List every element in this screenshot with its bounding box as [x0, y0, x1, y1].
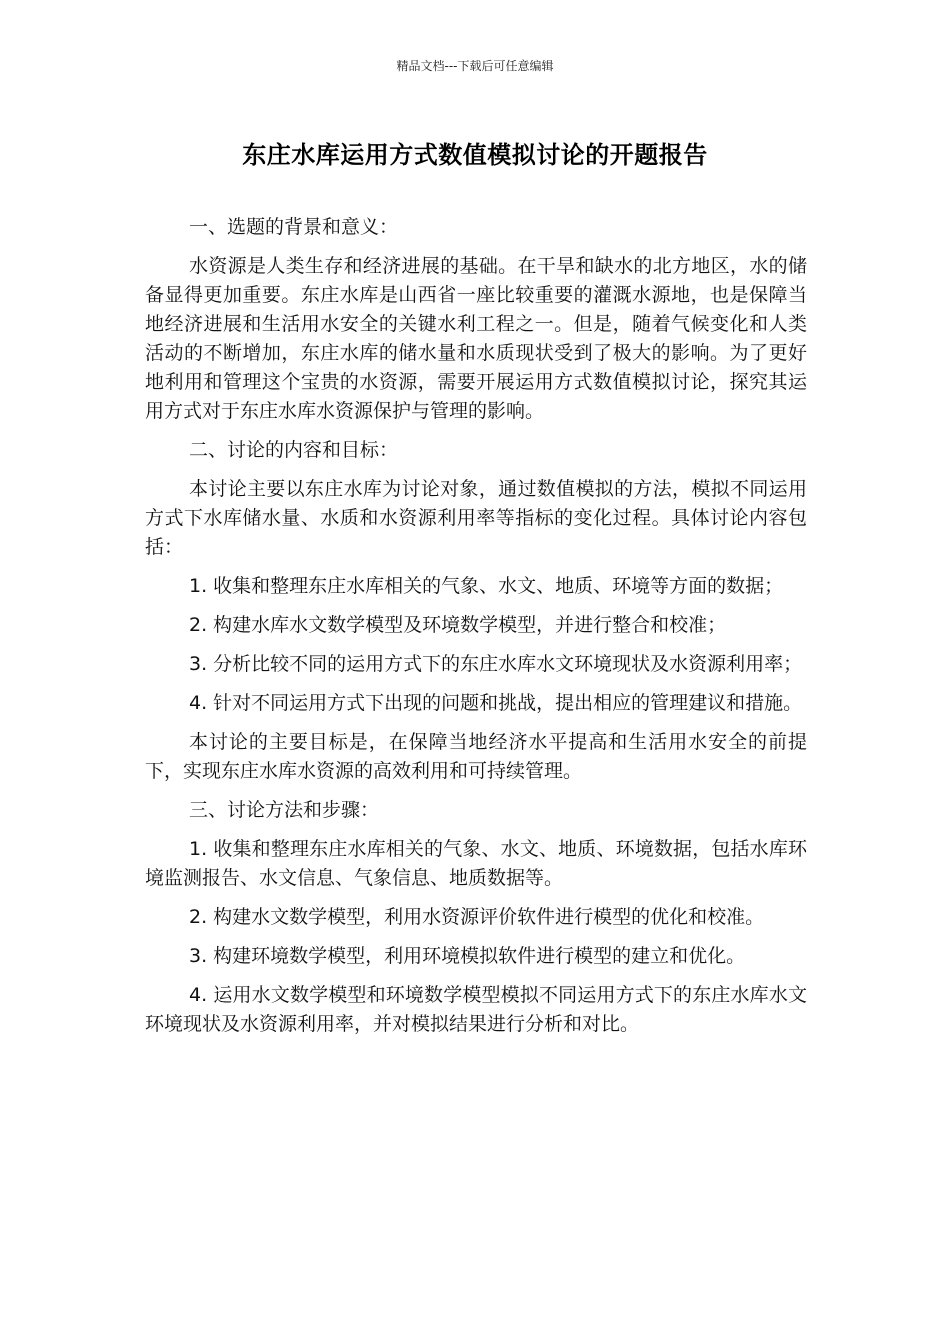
list-item-content-4: 4. 针对不同运用方式下出现的问题和挑战，提出相应的管理建议和措施。 — [189, 692, 803, 714]
list-item-method-2: 2. 构建水文数学模型，利用水资源评价软件进行模型的优化和校准。 — [189, 906, 765, 928]
list-item-method-3: 3. 构建环境数学模型，利用环境模拟软件进行模型的建立和优化。 — [189, 945, 746, 967]
document-body — [145, 213, 807, 1049]
paragraph-content-intro: 本讨论主要以东庄水库为讨论对象，通过数值模拟的方法，模拟不同运用方式下水库储水量、水质和水资源利用率等指标的变化过程。具体讨论内容包括： — [145, 478, 807, 558]
list-item-content-3: 3. 分析比较不同的运用方式下的东庄水库水文环境现状及水资源利用率； — [189, 653, 803, 675]
list-item-method-4: 4. 运用水文数学模型和环境数学模型模拟不同运用方式下的东庄水库水文环境现状及水资源利用率，并对模拟结果进行分析和对比。 — [145, 984, 807, 1035]
section-heading-content-goals: 二、讨论的内容和目标： — [189, 439, 399, 461]
list-item-method-1: 1. 收集和整理东庄水库相关的气象、水文、地质、环境数据，包括水库环境监测报告、水文信息、气象信息、地质数据等。 — [145, 838, 807, 889]
list-item-content-1: 1. 收集和整理东庄水库相关的气象、水文、地质、环境等方面的数据； — [189, 575, 784, 597]
section-heading-methods: 三、讨论方法和步骤： — [189, 799, 380, 821]
document-title: 东庄水库运用方式数值模拟讨论的开题报告 — [242, 141, 708, 169]
paragraph-background: 水资源是人类生存和经济进展的基础。在干旱和缺水的北方地区，水的储备显得更加重要。东庄水库是山西省一座比较重要的灌溉水源地，也是保障当地经济进展和生活用水安全的关键水利工程之一。但是，随着气候变化和人类活动的不断增加，东庄水库的储水量和水质现状受到了极大的影响。为了更好地利用和管理这个宝贵的水资源，需要开展运用方式数值模拟讨论，探究其运用方式对于东庄水库水资源保护与管理的影响。 — [145, 255, 807, 422]
section-heading-background: 一、选题的背景和意义： — [189, 216, 399, 238]
page-header: 精品文档---下载后可任意编辑 — [396, 59, 554, 73]
list-item-content-2: 2. 构建水库水文数学模型及环境数学模型，并进行整合和校准； — [189, 614, 727, 636]
paragraph-goal: 本讨论的主要目标是，在保障当地经济水平提高和生活用水安全的前提下，实现东庄水库水资源的高效利用和可持续管理。 — [145, 731, 807, 782]
